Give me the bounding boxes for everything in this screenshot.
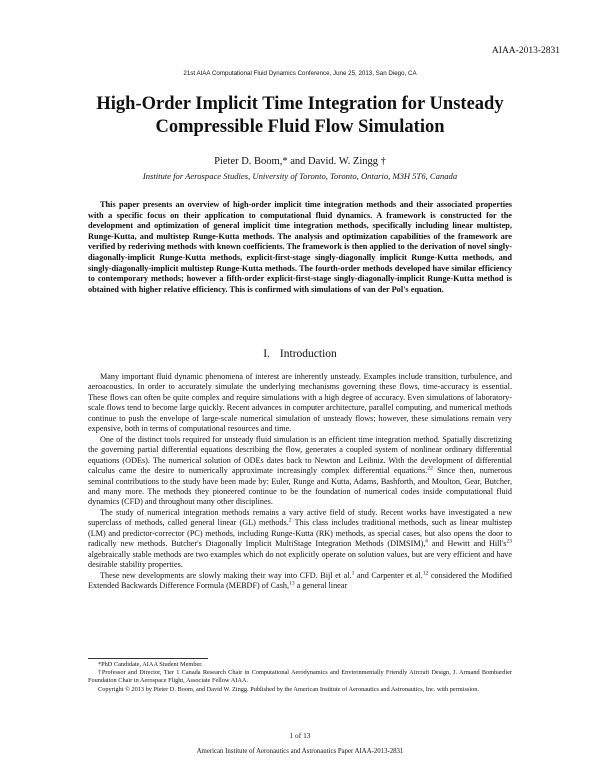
footnote-2: †Professor and Director, Tier 1 Canada Research Chair in Computational Aerodynamics and Environmentally Friendly Aircraft Design, J. Armand Bombardier Foundation Chair in Aerospace Flight, Associate Fellow AIAA. [88, 669, 512, 685]
paper-title [60, 93, 540, 139]
citation: 13 [289, 580, 295, 587]
affiliation: Institute for Aerospace Studies, University of Toronto, Toronto, Ontario, M3H 5T6, Canada [142, 171, 458, 181]
title-line-1: High-Order Implicit Time Integration for Unsteady [96, 94, 504, 114]
footnotes [88, 661, 512, 694]
authors: Pieter D. Boom,* and David. W. Zingg † [214, 156, 386, 167]
section-heading [0, 348, 600, 360]
section-title: Introduction [279, 348, 337, 360]
paragraph-1: Many important fluid dynamic phenomena of interest are inherently unsteady. Examples include transition, turbulence, and aeroacoustics. In order to accurately simulate the underlying mechanisms governing these flows, time-accuracy is essential. These flows can often be quite complex and require simulations with a high degree of accuracy. Even simulations of laboratory-scale flows tend to become large quickly. Recent advances in computer architecture, parallel computing, and numerical methods continue to push the envelope of large-scale numerical simulation of unsteady flows; however, these simulations remain very expensive, both in terms of computational resources and time. [88, 372, 512, 434]
report-id: AIAA-2013-2831 [491, 46, 560, 56]
abstract: This paper presents an overview of high-order implicit time integration methods and their associated properties with a specific focus on their application to computational fluid dynamics. A framework is constructed for the development and optimization of general implicit time integration methods, specifically including linear multistep, Runge-Kutta, and multistep Runge-Kutta methods. The analysis and optimization capabilities of the framework are verified by rederiving methods with known coefficients. The framework is then applied to the derivation of novel singly-diagonally-implicit Runge-Kutta methods, explicit-first-stage singly-diagonally implicit Runge-Kutta methods, and singly-diagonally-implicit multistep Runge-Kutta methods. The fourth-order methods developed have similar efficiency to contemporary methods; however a fifth-order explicit-first-stage singly-diagonally-implicit Runge-Kutta method is obtained with higher relative efficiency. This is confirmed with simulations of van der Pol's equation. [88, 200, 512, 294]
citation: 23 [506, 538, 512, 545]
paragraph-2: One of the distinct tools required for unsteady fluid simulation is an efficient time integration method. Spatially discretizing the governing partial differential equations describing the flow, generates a coupled system of nonlinear ordinary differential equations (ODEs). The numerical solution of ODEs dates back to Newton and Leibniz. With the development of differential calculus came the desire to numerically approximate increasingly complex differential equations.$^{22}$ Since then, numerous seminal contributions to the study have been made by: Euler, Runge and Kutta, Adams, Bashforth, and Moulton, Gear, Butcher, and many more. The methods they pioneered continue to be the foundation of numerical codes inside computational fluid dynamics (CFD) and throughout many other disciplines. [88, 434, 512, 507]
citation: 2 [288, 517, 292, 524]
citation: 22 [427, 465, 433, 472]
citation: 12 [422, 569, 429, 576]
page-footer: American Institute of Aeronautics and Astronautics Paper AIAA-2013-2831 [196, 748, 404, 755]
title-line-2: Compressible Fluid Flow Simulation [155, 117, 445, 137]
citation: 1 [351, 569, 355, 576]
conference-line: 21st AIAA Computational Fluid Dynamics Conference, June 25, 2013, San Diego, CA [183, 70, 417, 77]
footnote-rule [88, 658, 208, 659]
citation: 6 [425, 538, 429, 545]
page-number: 1 of 13 [289, 731, 311, 740]
paragraph-3: The study of numerical integration methods remains a vary active field of study. Recent works have investigated a new superclass of methods, called general linear (GL) methods.$^2$ This class includes traditional methods, such as linear multistep (LM) and predictor-corrector (PC) methods, including Runge-Kutta (RK) methods, as special cases, but also opens the door to radically new methods. Butcher's Diagonally Implicit MultiStage Integration Methods (DIMSIM),$^6$ and Hewitt and $Hill's^{23}$ algebraically stable methods are two examples which do not explicitly operate on solution values, but are very efficient and have desirable stability properties. [88, 507, 512, 570]
footnote-1: *PhD Candidate, AIAA Student Member. [98, 661, 203, 668]
introduction-body [88, 372, 512, 592]
paragraph-4: These new developments are slowly making their way into CFD. Bijl et al.$^1$ and Carpenter et al.$^{12}$ considered the Modified Extended Backwards Difference Formula (MEBDF) of Cash,$^{13}$ a general linear [88, 569, 512, 591]
section-number: I. [263, 348, 270, 360]
footnote-3: Copyright © 2013 by Pieter D. Boom, and David W. Zingg. Published by the American Institute of Aeronautics and Astronautics, Inc. with permission. [98, 685, 479, 693]
